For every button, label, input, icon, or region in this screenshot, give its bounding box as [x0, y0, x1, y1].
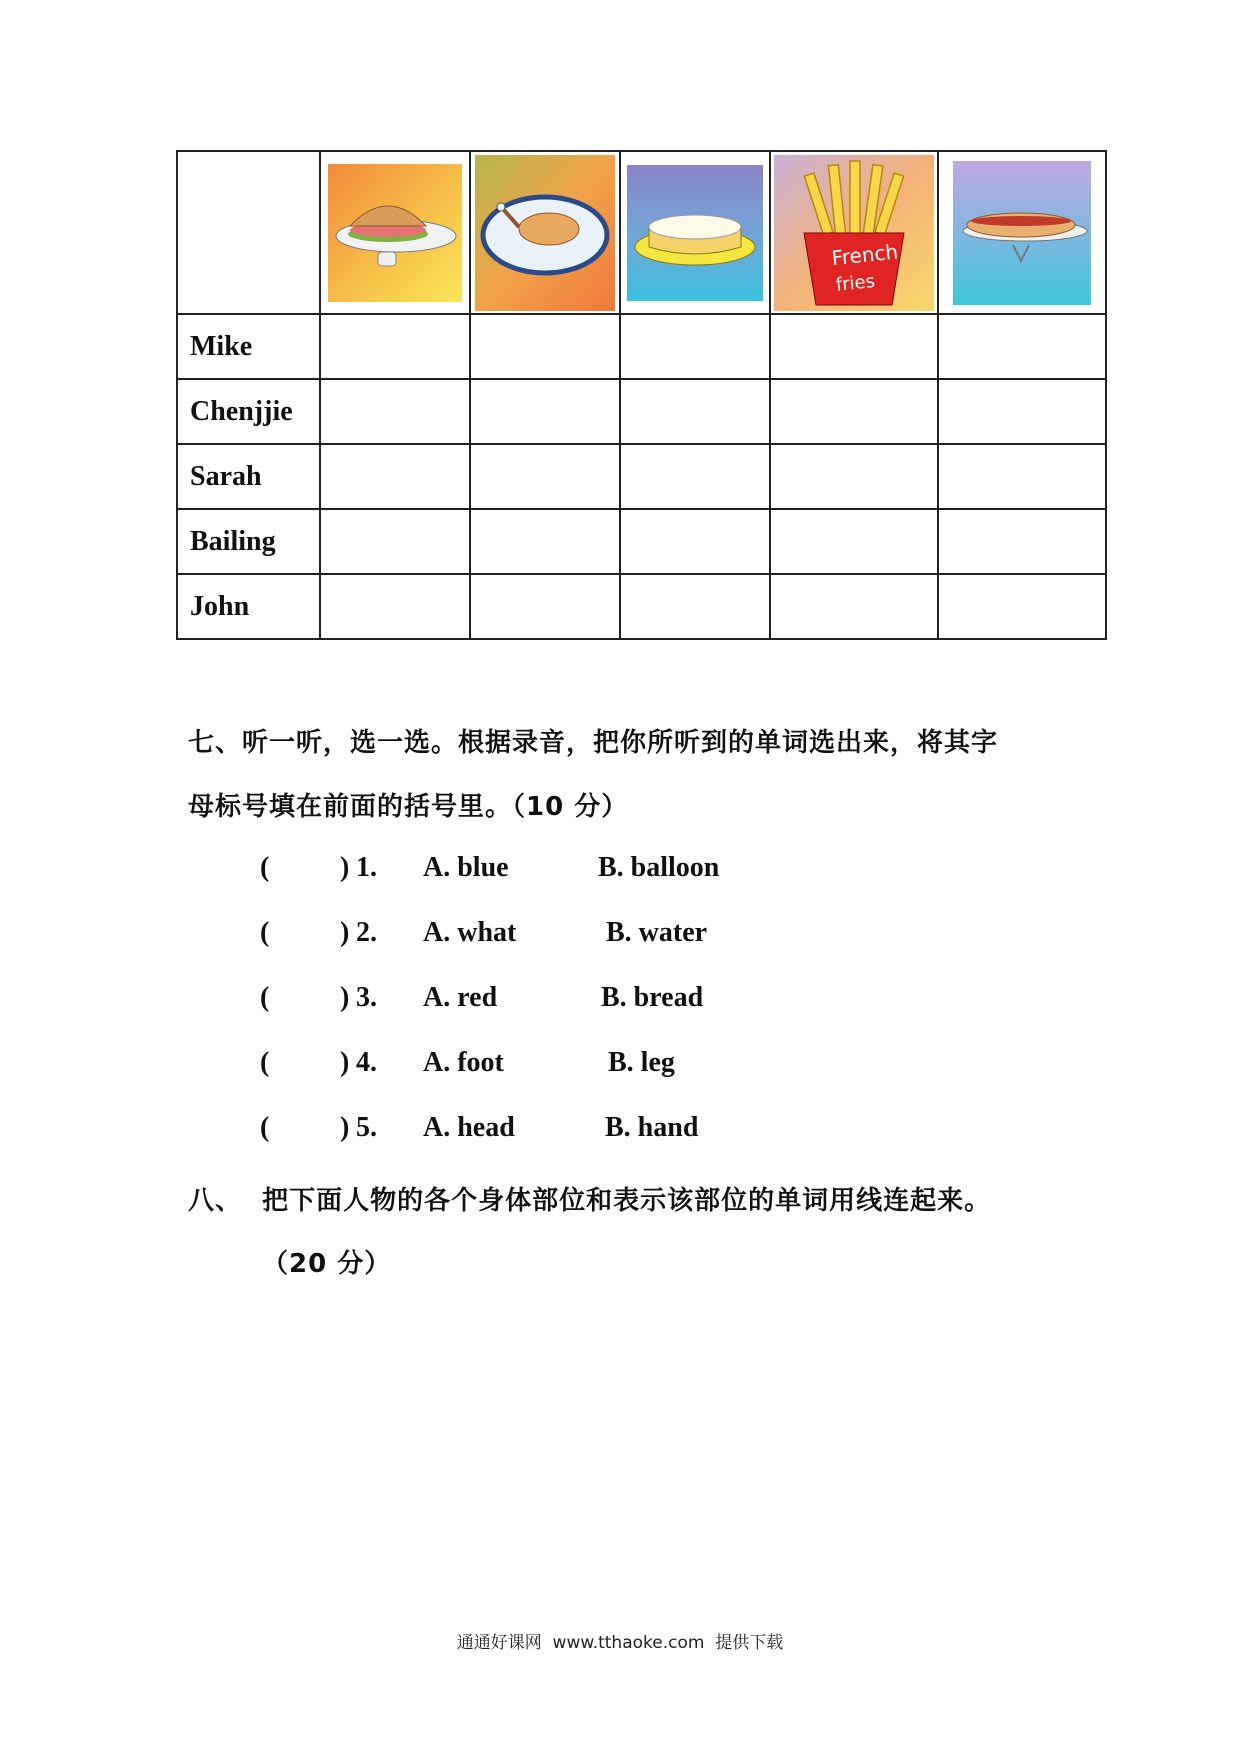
option-a: A. head [423, 1112, 515, 1143]
empty-corner-cell [177, 151, 320, 314]
answer-cell[interactable] [620, 444, 770, 509]
answer-cell[interactable] [770, 509, 938, 574]
row-label: Chenjjie [177, 379, 320, 444]
table-row [177, 509, 1106, 574]
answer-cell[interactable] [620, 509, 770, 574]
hamburger-icon [328, 164, 462, 302]
answer-cell[interactable] [470, 574, 620, 639]
option-a: A. blue [423, 852, 509, 883]
answer-cell[interactable] [470, 444, 620, 509]
table-row [177, 314, 1106, 379]
option-a: A. red [423, 982, 498, 1013]
answer-cell[interactable] [938, 444, 1106, 509]
question-number: 1. [356, 852, 377, 883]
answer-cell[interactable] [620, 574, 770, 639]
page-footer: 通通好课网 www.tthaoke.com 提供下载 [456, 1633, 784, 1653]
option-b: B. balloon [598, 852, 720, 883]
answer-paren-open[interactable]: ( [260, 917, 270, 948]
question-row-4 [260, 1047, 860, 1083]
answer-paren-close: ) [340, 852, 350, 883]
answer-cell[interactable] [938, 314, 1106, 379]
answer-paren-open[interactable]: ( [260, 1112, 270, 1143]
row-label: Bailing [177, 509, 320, 574]
row-label: John [177, 574, 320, 639]
option-b: B. leg [608, 1047, 675, 1078]
answer-paren-close: ) [340, 1047, 350, 1078]
answer-paren-close: ) [340, 982, 350, 1013]
answer-cell[interactable] [320, 444, 470, 509]
fries-label-french: French [830, 238, 900, 270]
answer-cell[interactable] [770, 314, 938, 379]
option-b: B. hand [605, 1112, 699, 1143]
option-b: B. water [606, 917, 708, 948]
section8-instruction-line1: 八、 把下面人物的各个身体部位和表示该部位的单词用线连起来。 [188, 1186, 992, 1216]
answer-paren-close: ) [340, 917, 350, 948]
question-number: 5. [356, 1112, 377, 1143]
food-cell-chicken [470, 151, 620, 314]
answer-cell[interactable] [320, 314, 470, 379]
row-label: Mike [177, 314, 320, 379]
hot-dog-icon [953, 161, 1091, 305]
table-header-row [177, 151, 1106, 314]
question-number: 3. [356, 982, 377, 1013]
answer-cell[interactable] [320, 574, 470, 639]
section8-instruction-line2: （20 分） [262, 1249, 392, 1279]
answer-cell[interactable] [938, 379, 1106, 444]
fries-label-fries: fries [834, 270, 877, 296]
roast-chicken-icon [475, 155, 615, 311]
question-row-5 [260, 1112, 860, 1148]
section7-instruction-line1: 七、听一听，选一选。根据录音，把你所听到的单词选出来，将其字 [188, 728, 999, 758]
option-a: A. foot [423, 1047, 504, 1078]
table-row [177, 379, 1106, 444]
answer-cell[interactable] [620, 314, 770, 379]
answer-cell[interactable] [938, 509, 1106, 574]
answer-paren-open[interactable]: ( [260, 852, 270, 883]
answer-cell[interactable] [470, 509, 620, 574]
section7-instruction-line2: 母标号填在前面的括号里。（10 分） [188, 792, 629, 822]
option-a: A. what [423, 917, 517, 948]
answer-cell[interactable] [620, 379, 770, 444]
answer-cell[interactable] [770, 379, 938, 444]
answer-cell[interactable] [470, 379, 620, 444]
question-row-1 [260, 852, 860, 888]
answer-cell[interactable] [770, 574, 938, 639]
option-b: B. bread [601, 982, 704, 1013]
cake-icon [627, 165, 763, 301]
food-cell-cake [620, 151, 770, 314]
answer-paren-open[interactable]: ( [260, 1047, 270, 1078]
answer-cell[interactable] [320, 509, 470, 574]
french-fries-icon [774, 155, 934, 311]
answer-paren-open[interactable]: ( [260, 982, 270, 1013]
table-row [177, 444, 1106, 509]
question-row-2 [260, 917, 860, 953]
food-cell-hotdog [938, 151, 1106, 314]
question-number: 4. [356, 1047, 377, 1078]
answer-paren-close: ) [340, 1112, 350, 1143]
food-cell-hamburger [320, 151, 470, 314]
food-cell-fries [770, 151, 938, 314]
answer-cell[interactable] [320, 379, 470, 444]
row-label: Sarah [177, 444, 320, 509]
table-row [177, 574, 1106, 639]
question-row-3 [260, 982, 860, 1018]
question-number: 2. [356, 917, 377, 948]
answer-cell[interactable] [470, 314, 620, 379]
food-preference-table [176, 150, 1107, 640]
answer-cell[interactable] [770, 444, 938, 509]
answer-cell[interactable] [938, 574, 1106, 639]
